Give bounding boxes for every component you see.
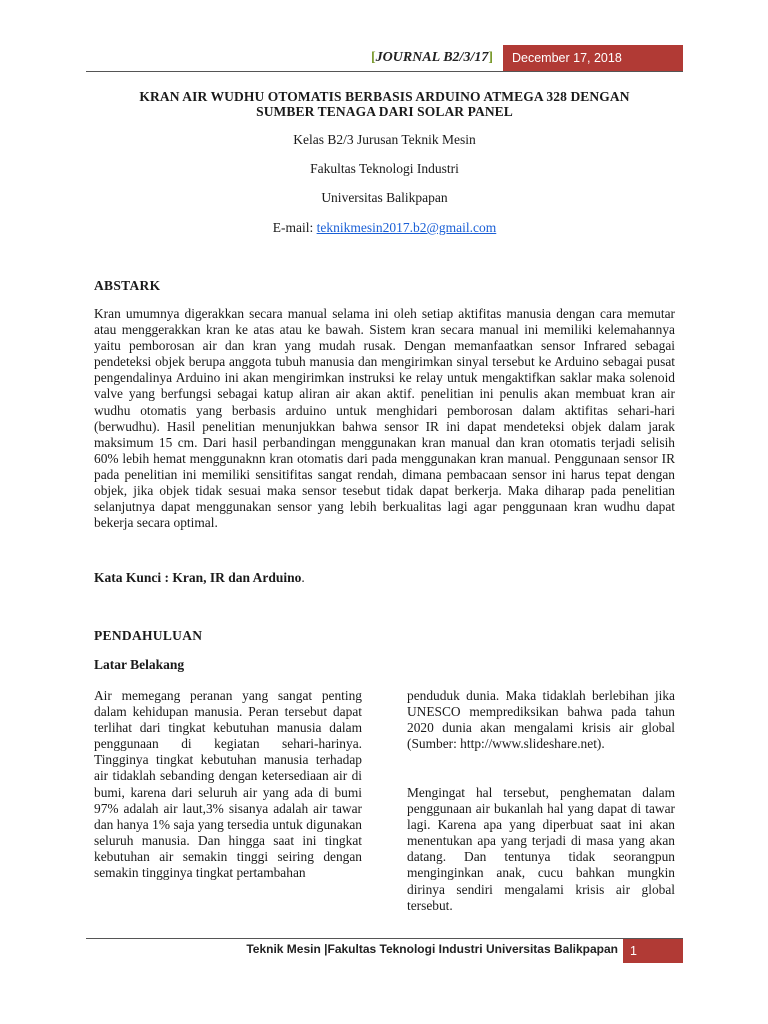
footer-text: Teknik Mesin |Fakultas Teknologi Industri Universitas Balikpapan bbox=[246, 942, 618, 956]
affiliation-university: Universitas Balikpapan bbox=[321, 190, 448, 205]
bracket-close: ] bbox=[488, 50, 493, 65]
page-number-badge bbox=[623, 939, 683, 963]
abstract-heading: ABSTARK bbox=[94, 278, 161, 293]
header-divider bbox=[86, 71, 683, 72]
email-line bbox=[86, 220, 683, 236]
email-link[interactable]: teknikmesin2017.b2@gmail.com bbox=[316, 220, 497, 235]
abstract-text: Kran umumnya digerakkan secara manual selama ini oleh setiap aktifitas manusia dengan cara memutar atau menggerakkan kran ke atas atau ke bawah. Sistem kran secara manual ini memiliki kelemahannya yaitu pemborosan air dan kran yang mudah rusak. Dengan memanfaatkan sensor Infrared sebagai pendeteksi objek berupa anggota tubuh manusia dan mengirimkan sinyal tersebut ke Arduino sebagai pusat pengendalinya Arduino ini akan mengirimkan instruksi ke relay untuk mengaktifkan saklar maka solenoid valve yang berfungsi sebagai katup aliran air akan aktif. penelitian ini penulis akan membuat kran air wudhu otomatis yang berbasis arduino untuk menghidari pemborosan dalam aktifitas sehari-hari (berwudhu). Hasil penelitian menunjukkan bahwa sensor IR ini dapat mendeteksi objek dalam jarak maksimum 15 cm. Dari hasil perbandingan menggunakan kran manual dan kran otomatis terjadi selisih 60% lebih hemat menggunaknn kran otomatis dari pada menggunakan kran manual. Penggunaan sensor IR pada penelitian ini memiliki sensitifitas sangat rendah, dimana pembacaan sensor ini harus tepat dengan objek, jika objek tidak sesuai maka sensor tesebut tidak dapat berkerja. Maka diharap pada penelitian selanjutnya dapat menggunakan sensor yang lebih berkualitas lagi agar penggunaan kran wudhu dapat bekerja secara optimal. bbox=[94, 306, 675, 531]
intro-right-paragraph-1: penduduk dunia. Maka tidaklah berlebihan jika UNESCO memprediksikan bahwa pada tahun 2020 dunia akan mengalami krisis air global (Sumber: http://www.slideshare.net). bbox=[407, 688, 675, 752]
date-badge bbox=[503, 45, 683, 71]
footer-divider bbox=[86, 938, 683, 939]
intro-subheading: Latar Belakang bbox=[94, 657, 185, 672]
journal-name: JOURNAL B2/3/17 bbox=[375, 50, 489, 65]
keywords-suffix: . bbox=[301, 570, 305, 585]
intro-heading: PENDAHULUAN bbox=[94, 628, 203, 643]
journal-tag bbox=[371, 50, 493, 66]
keywords-label: Kata Kunci : Kran, IR dan Arduino bbox=[94, 570, 302, 585]
email-label: E-mail: bbox=[272, 220, 317, 235]
intro-right-paragraph-2: Mengingat hal tersebut, penghematan dalam penggunaan air bukanlah hal yang dapat di tawar lagi. Karena apa yang diperbuat saat ini akan menentukan apa yang terjadi di masa yang akan datang. Dan tentunya tidak seorangpun menginginkan anak, cucu bahkan mungkin dirinya sendiri mengalami krisis air global tersebut. bbox=[407, 785, 675, 913]
title-line-2: SUMBER TENAGA DARI SOLAR PANEL bbox=[256, 104, 513, 119]
affiliation-faculty: Fakultas Teknologi Industri bbox=[310, 161, 459, 176]
page-header bbox=[0, 45, 768, 71]
intro-left-column: Air memegang peranan yang sangat penting dalam kehidupan manusia. Peran tersebut dapat terlihat dari tingkat kebutuhan manusia dalam penggunaan di kegiatan sehari-harinya. Tingginya tingkat kebutuhan manusia terhadap air tidaklah sebanding dengan ketersediaan air di bumi, karena dari seluruh air yang ada di bumi 97% adalah air laut,3% sisanya adalah air tawar dan hanya 1% saja yang tersedia untuk digunakan seluruh manusia. Dan hingga saat ini tingkat kebutuhan air semakin tinggi seiring dengan semakin tingginya tingkat pertambahan bbox=[94, 688, 362, 881]
paper-title bbox=[86, 89, 683, 119]
affiliation-class: Kelas B2/3 Jurusan Teknik Mesin bbox=[293, 132, 476, 147]
page-number: 1 bbox=[630, 944, 637, 958]
bracket-open: [ bbox=[371, 50, 376, 65]
keywords bbox=[94, 570, 305, 586]
title-line-1: KRAN AIR WUDHU OTOMATIS BERBASIS ARDUINO ATMEGA 328 DENGAN bbox=[139, 89, 630, 104]
date-text: December 17, 2018 bbox=[512, 51, 622, 65]
